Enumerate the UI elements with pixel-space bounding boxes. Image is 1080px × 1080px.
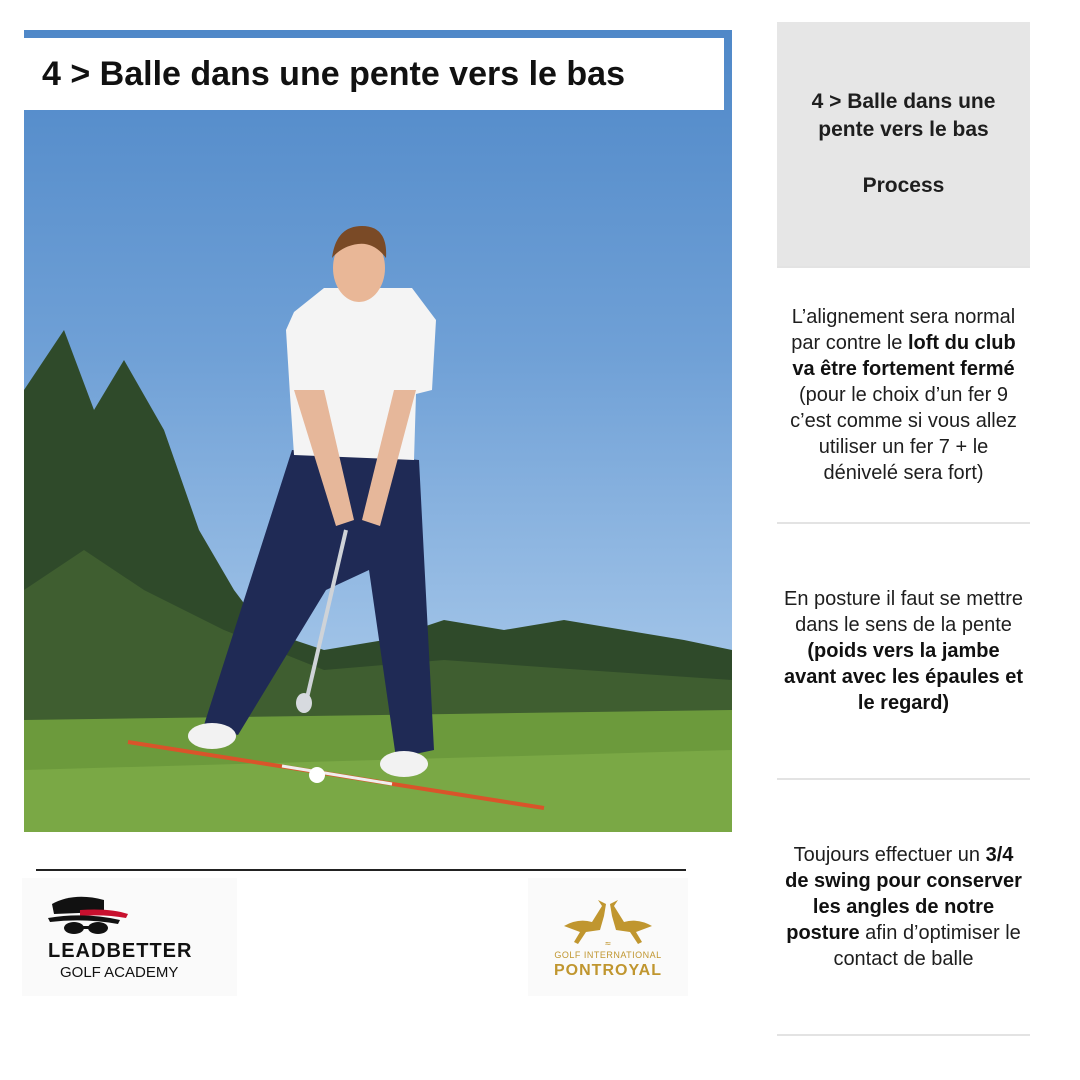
deer-emblem-icon: [558, 896, 658, 948]
svg-text:≈: ≈: [604, 939, 612, 948]
column-header: [777, 22, 1030, 268]
golf-photo: [24, 30, 732, 832]
photo-title: 4 > Balle dans une pente vers le bas: [24, 38, 724, 110]
instruction-cell: [777, 780, 1030, 1036]
logo-name: PONTROYAL: [554, 962, 662, 979]
instruction-text: Toujours effectuer un 3/4 de swing pour conserver les angles de notre posture afin d’optimiser le contact de balle: [785, 844, 1022, 970]
logo-subtitle: GOLF ACADEMY: [60, 964, 179, 981]
instruction-cell: [777, 524, 1030, 780]
header-title: 4 > Balle dans une pente vers le bas: [811, 90, 996, 141]
pontroyal-logo: [528, 878, 688, 996]
separator-line: [36, 869, 686, 871]
logo-tagline: GOLF INTERNATIONAL: [554, 950, 662, 960]
instruction-cell: [777, 268, 1030, 524]
hat-sunglasses-icon: [44, 890, 134, 938]
leadbetter-logo: [22, 878, 237, 996]
golf-scene-illustration: [24, 30, 732, 832]
header-subtitle: Process: [862, 174, 945, 197]
instruction-text: L’alignement sera normal par contre le loft du club va être fortement fermé (pour le choix d’un fer 9 c’est comme si vous allez utiliser un fer 7 + le dénivelé sera fort): [790, 306, 1017, 484]
logo-name: LEADBETTER: [48, 940, 193, 962]
instructions-column: [777, 22, 1030, 1036]
instruction-text: En posture il faut se mettre dans le sens de la pente (poids vers la jambe avant avec les épaules et le regard): [783, 588, 1024, 714]
